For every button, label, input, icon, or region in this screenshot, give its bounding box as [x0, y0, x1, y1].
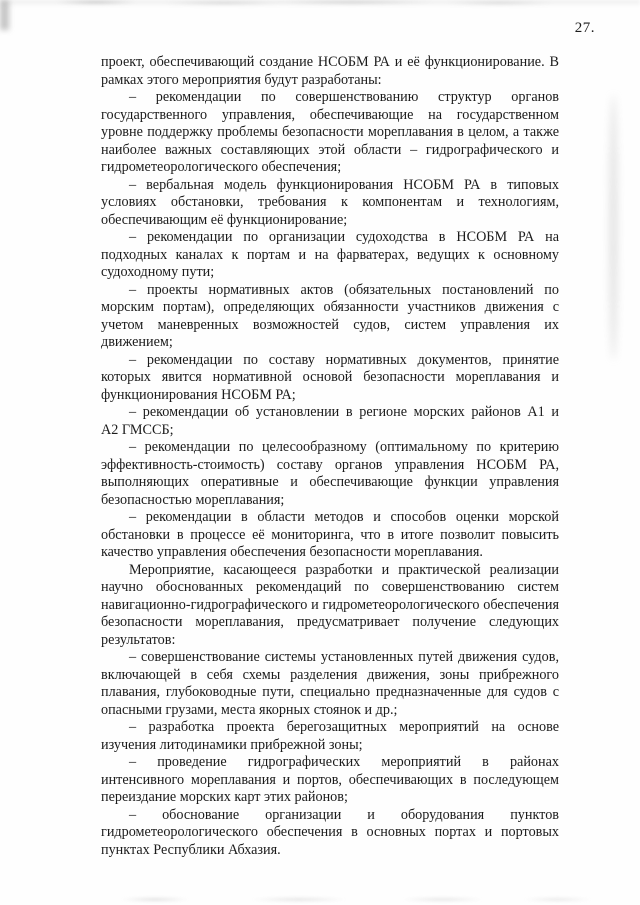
text-line: рамках этого мероприятия будут разработаны:: [101, 71, 382, 88]
text-line: включающей в себя схемы разделения движения, зоны прибрежного: [101, 666, 559, 683]
text-line: уровне поддержку проблемы безопасности мореплавания в целом, а также: [101, 124, 559, 140]
paragraph: [101, 229, 559, 282]
text-line: результатов:: [101, 631, 176, 648]
text-line: интенсивного мореплавания и портов, обеспечивающих в последующем: [101, 771, 559, 788]
scan-artifact-right-smear: [609, 95, 618, 360]
paragraph: [101, 352, 559, 405]
text-line: – рекомендации по совершенствованию структур органов: [129, 89, 559, 105]
document-body: [101, 54, 559, 859]
text-line: плавания, глубоководные пути, специально предназначенные для судов с: [101, 684, 559, 700]
text-line: изучения литодинамики прибрежной зоны;: [101, 736, 363, 753]
text-line: условиях обстановки, требования к компонентам и технологиям,: [101, 194, 559, 210]
text-line: наиболее важных составляющих этой области – гидрографического и: [101, 141, 559, 158]
scan-artifact-top-left-corner: [0, 0, 9, 30]
text-line: – рекомендации об установлении в регионе морских районов А1 и: [129, 404, 559, 420]
paragraph: [101, 282, 559, 352]
text-line: обстановки в процессе её мониторинга, что в итоге позволит повысить: [101, 526, 559, 543]
paragraph: [101, 404, 559, 439]
text-line: проект, обеспечивающий создание НСОБМ РА и её функционирование. В: [101, 54, 559, 70]
text-line: – разработка проекта берегозащитных мероприятий на основе: [129, 719, 559, 735]
text-line: опасными грузами, места якорных стоянок и др.;: [101, 701, 398, 718]
paragraph: [101, 754, 559, 807]
text-line: государственного управления, обеспечивающие на государственном: [101, 106, 559, 123]
text-line: – рекомендации в области методов и способов оценки морской: [129, 509, 559, 525]
text-line: – проведение гидрографических мероприятий в районах: [129, 754, 559, 770]
paragraph: [101, 89, 559, 177]
text-line: – вербальная модель функционирования НСОБМ РА в типовых: [129, 176, 559, 193]
paragraph: [101, 54, 559, 89]
paragraph: [101, 719, 559, 754]
page-number: 27.: [574, 20, 595, 36]
text-line: судоходному пути;: [101, 264, 215, 280]
text-line: научно обоснованных рекомендаций по совершенствованию систем: [101, 579, 559, 595]
paragraph: [101, 807, 559, 860]
text-line: морским портам), определяющих обязанности участников движения с: [101, 299, 559, 315]
paragraph: [101, 439, 559, 509]
text-line: – рекомендации по составу нормативных документов, принятие: [129, 351, 559, 368]
text-line: гидрометеорологического обеспечения;: [101, 159, 342, 175]
text-line: безопасности мореплавания, предусматривает получение следующих: [101, 614, 559, 630]
text-line: – рекомендации по организации судоходства в НСОБМ РА на: [129, 229, 559, 245]
scan-artifact-top-edge: [0, 0, 640, 7]
text-line: навигационно-гидрографического и гидрометеорологического обеспечения: [101, 596, 559, 613]
text-line: подходных каналах к портам и на фарватерах, ведущих к основному: [101, 246, 559, 263]
paragraph: [101, 509, 559, 562]
paragraph: [101, 177, 559, 230]
text-line: пунктах Республики Абхазия.: [101, 841, 281, 858]
text-line: эффективность-стоимость) составу органов управления НСОБМ РА,: [101, 456, 559, 473]
paragraph: [101, 649, 559, 719]
text-line: А2 ГМССБ;: [101, 421, 174, 438]
text-line: качество управления обеспечения безопасности мореплавания.: [101, 544, 483, 560]
text-line: обеспечивающим её функционирование;: [101, 211, 348, 228]
text-line: учетом маневренных возможностей судов, систем управления их: [101, 316, 559, 333]
text-line: которых явится нормативной основой безопасности мореплавания и: [101, 369, 559, 385]
scan-artifact-bottom-edge: [40, 897, 615, 902]
text-line: гидрометеорологического обеспечения в основных портах и портовых: [101, 824, 559, 840]
text-line: переиздание морских карт этих районов;: [101, 789, 348, 805]
text-line: движением;: [101, 334, 173, 350]
text-line: безопасностью мореплавания;: [101, 491, 285, 508]
text-line: – проекты нормативных актов (обязательных постановлений по: [129, 281, 559, 298]
text-line: – рекомендации по целесообразному (оптимальному по критерию: [129, 439, 559, 455]
text-line: выполняющих оперативные и обеспечивающие функции управления: [101, 474, 559, 490]
text-line: Мероприятие, касающееся разработки и практической реализации: [129, 561, 559, 578]
text-line: – совершенствование системы установленных путей движения судов,: [129, 649, 559, 665]
text-line: – обоснование организации и оборудования пунктов: [129, 806, 559, 823]
text-line: функционирования НСОБМ РА;: [101, 386, 296, 403]
paragraph: [101, 562, 559, 650]
